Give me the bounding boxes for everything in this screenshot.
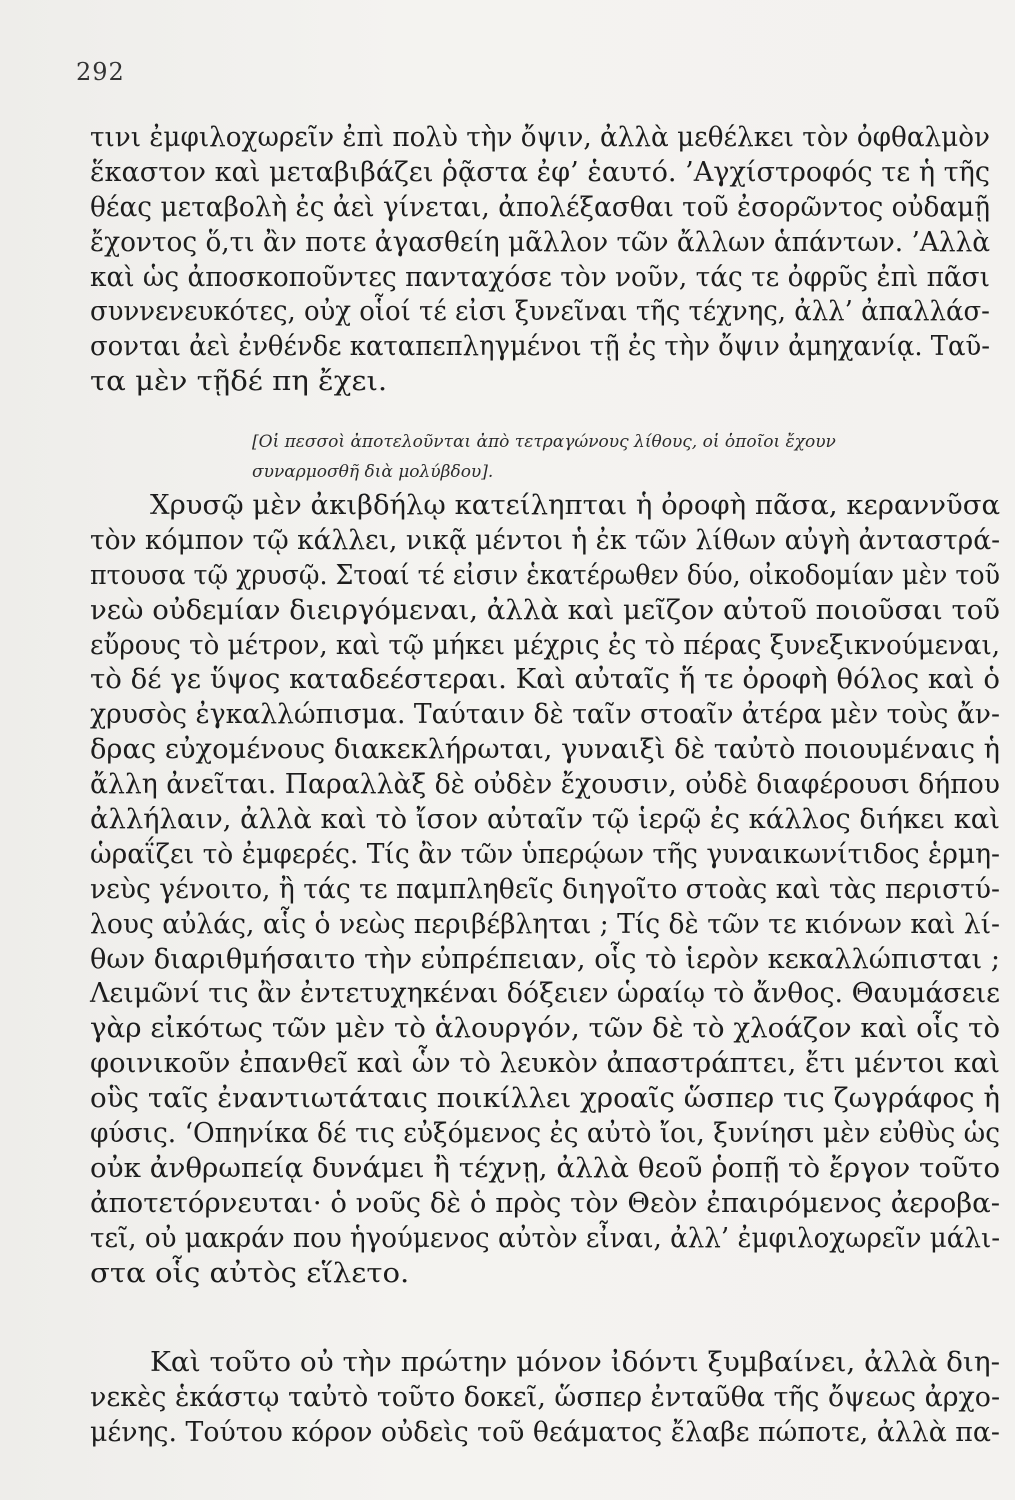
text-line: ἔχοντος ὅ,τι ἂν ποτε ἀγασθείη μᾶλλον τῶν ἄλλων ἁπάντων. ’Αλλὰ	[90, 225, 991, 258]
text-line: χρυσὸς ἐγκαλλώπισμα. Ταύταιν δὲ ταῖν στοαῖν ἀτέρα μὲν τοὺς ἄν-	[90, 698, 1000, 731]
text-line: θέας μεταβολὴ ἐς ἀεὶ γίνεται, ἀπολέξασθαι τοῦ ἐσορῶντος οὐδαμῇ	[90, 190, 991, 223]
text-line: ἕκαστον καὶ μεταβιβάζει ῥᾷστα ἐφ’ ἑαυτό. ’Αγχίστροφός τε ἡ τῆς	[90, 155, 991, 188]
text-line: τὸν κόμπον τῷ κάλλει, νικᾷ μέντοι ἡ ἐκ τῶν λίθων αὐγὴ ἀνταστρά-	[90, 523, 1001, 556]
text-line: νεὼ οὐδεμίαν διειργόμεναι, ἀλλὰ καὶ μεῖζον αὐτοῦ ποιοῦσαι τοῦ	[90, 593, 1001, 626]
text-line: δρας εὐχομένους διακεκλήρωται, γυναιξὶ δὲ ταὐτὸ ποιουμέναις ἡ	[90, 733, 1000, 766]
text-line: ὡραΐζει τὸ ἐμφερές. Τίς ἂν τῶν ὑπερῴων τῆς γυναικωνίτιδος ἑρμη-	[90, 837, 1001, 870]
text-line: σονται ἀεὶ ἐνθένδε καταπεπληγμένοι τῇ ἐς τὴν ὄψιν ἀμηχανίᾳ. Ταῦ-	[90, 330, 990, 363]
text-line: τεῖ, οὐ μακράν που ἡγούμενος αὐτὸν εἶναι, ἀλλ’ ἐμφιλοχωρεῖν μάλι-	[90, 1221, 1001, 1254]
text-line: ἀλλήλαιν, ἀλλὰ καὶ τὸ ἴσον αὐταῖν τῷ ἱερῷ ἐς κάλλος διήκει καὶ	[90, 803, 1001, 836]
text-line: νεκὲς ἑκάστῳ ταὐτὸ τοῦτο δοκεῖ, ὥσπερ ἐνταῦθα τῆς ὄψεως ἀρχο-	[90, 1380, 1001, 1413]
text-line: Χρυσῷ μὲν ἀκιβδήλῳ κατείληπται ἡ ὀροφὴ πᾶσα, κεραννῦσα	[150, 489, 1001, 521]
paragraph-2	[90, 488, 1000, 1290]
text-line: πτουσα τῷ χρυσῷ. Στοαί τέ εἰσιν ἑκατέρωθεν δύο, οἰκοδομίαν μὲν τοῦ	[90, 558, 1000, 591]
text-line: τα μὲν τῇδέ πη ἔχει.	[90, 365, 388, 398]
bracketed-note	[252, 427, 992, 487]
text-line: γὰρ εἰκότως τῶν μὲν τὸ ἁλουργόν, τῶν δὲ τὸ χλοάζον καὶ οἷς τὸ	[90, 1012, 1001, 1045]
text-line: Καὶ τοῦτο οὐ τὴν πρώτην μόνον ἰδόντι ξυμβαίνει, ἀλλὰ διη-	[150, 1346, 1001, 1378]
text-line: θων διαριθμήσαιτο τὴν εὐπρέπειαν, οἷς τὸ ἱερὸν κεκαλλώπισται ;	[90, 942, 1001, 975]
text-line: μένης. Τούτου κόρον οὐδεὶς τοῦ θεάματος ἔλαβε πώποτε, ἀλλὰ πα-	[90, 1415, 1000, 1448]
text-line: νεὺς γένοιτο, ἢ τάς τε παμπληθεῖς διηγοῖτο στοὰς καὶ τὰς περιστύ-	[90, 872, 1001, 905]
text-line: φύσις. ‘Οπηνίκα δέ τις εὐξόμενος ἐς αὐτὸ ἴοι, ξυνίησι μὲν εὐθὺς ὡς	[90, 1117, 1001, 1150]
text-line: στα οἷς αὐτὸς εἵλετο.	[90, 1256, 410, 1289]
text-line: συννενευκότες, οὐχ οἷοί τέ εἰσι ξυνεῖναι τῆς τέχνης, ἀλλ’ ἀπαλλάσ-	[90, 295, 990, 328]
note-line: συναρμοσθῆ διὰ μολύβδου].	[252, 462, 494, 482]
text-line: οὓς ταῖς ἐναντιωτάταις ποικίλλει χροαῖς ὥσπερ τις ζωγράφος ἡ	[90, 1082, 1000, 1115]
text-line: λους αὐλάς, αἷς ὁ νεὼς περιβέβληται ; Τίς δὲ τῶν τε κιόνων καὶ λί-	[90, 907, 1001, 940]
text-line: ἄλλη ἀνεῖται. Παραλλὰξ δὲ οὐδὲν ἔχουσιν, οὐδὲ διαφέρουσι δήπου	[90, 768, 1001, 801]
note-line: [Οἱ πεσσοὶ ἀποτελοῦνται ἀπὸ τετραγώνους λίθους, οἱ ὁποῖοι ἔχουν	[252, 432, 836, 452]
text-line: τὸ δέ γε ὕψος καταδεέστεραι. Καὶ αὐταῖς ἥ τε ὀροφὴ θόλος καὶ ὁ	[90, 663, 1000, 696]
paragraph-3	[90, 1345, 1000, 1450]
text-line: τινι ἐμφιλοχωρεῖν ἐπὶ πολὺ τὴν ὄψιν, ἀλλὰ μεθέλκει τὸν ὀφθαλμὸν	[90, 121, 990, 153]
text-line: εὔρους τὸ μέτρον, καὶ τῷ μήκει μέχρις ἐς τὸ πέρας ξυνεξικνούμεναι,	[90, 628, 1001, 661]
paragraph-1	[90, 120, 990, 399]
page-number: 292	[76, 58, 125, 86]
text-line: φοινικοῦν ἐπανθεῖ καὶ ὧν τὸ λευκὸν ἀπαστράπτει, ἔτι μέντοι καὶ	[90, 1047, 1000, 1080]
text-line: ἀποτετόρνευται· ὁ νοῦς δὲ ὁ πρὸς τὸν Θεὸν ἐπαιρόμενος ἀεροβα-	[90, 1186, 1001, 1219]
text-line: Λειμῶνί τις ἂν ἐντετυχηκέναι δόξειεν ὡραίῳ τὸ ἄνθος. Θαυμάσειε	[90, 977, 1000, 1010]
text-line: καὶ ὡς ἀποσκοποῦντες πανταχόσε τὸν νοῦν, τάς τε ὀφρῦς ἐπὶ πᾶσι	[90, 260, 990, 293]
text-line: οὐκ ἀνθρωπείᾳ δυνάμει ἢ τέχνῃ, ἀλλὰ θεοῦ ῥοπῇ τὸ ἔργον τοῦτο	[90, 1151, 1001, 1184]
